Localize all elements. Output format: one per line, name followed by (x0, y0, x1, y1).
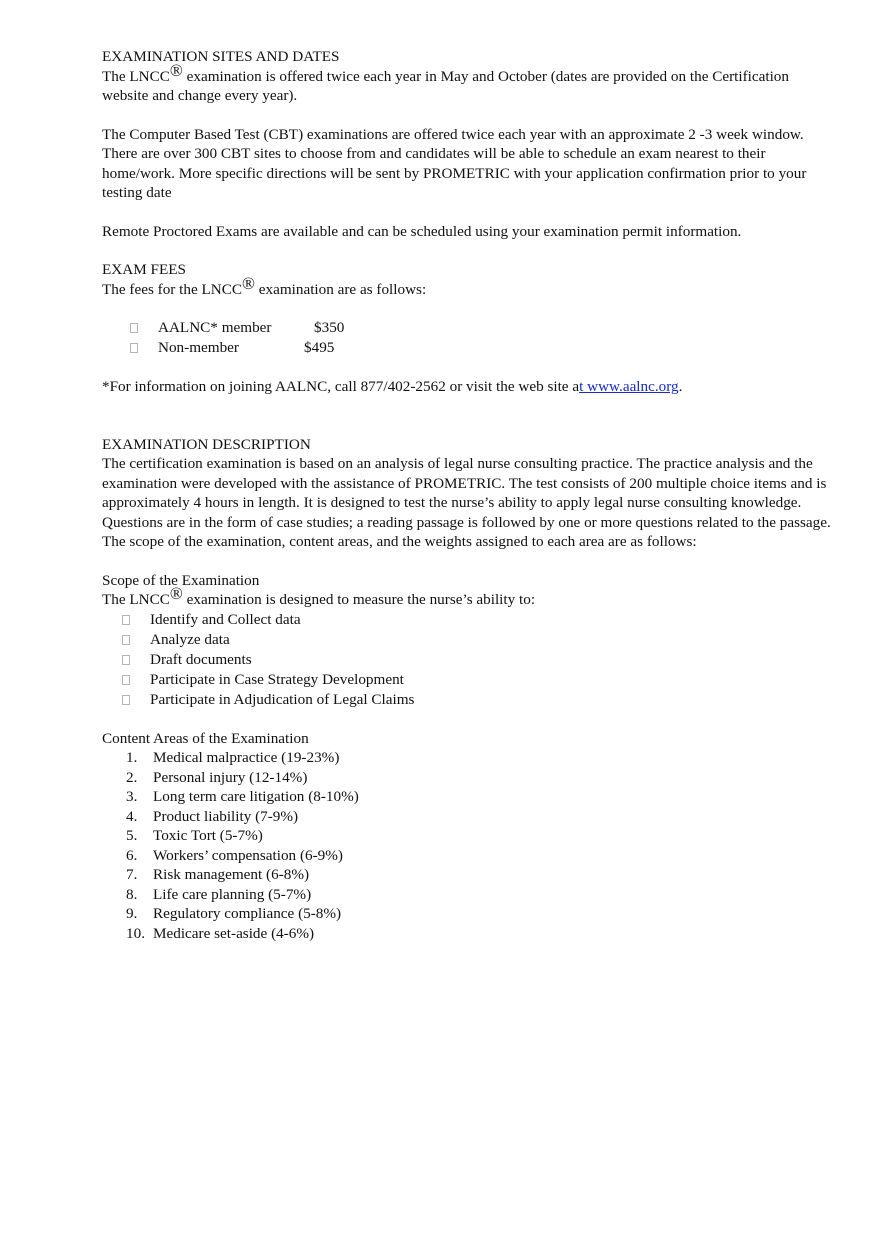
fee-name: AALNC* member (158, 319, 272, 336)
content-area-item (102, 807, 832, 827)
scope-item (102, 690, 832, 710)
scope-item-label: Identify and Collect data (150, 610, 301, 628)
item-number: 3. (126, 788, 138, 805)
content-area-label: Risk management (6-8%) (153, 866, 310, 883)
description-body: The certification examination is based on an analysis of legal nurse consulting practice. The practice analysis and the examination were developed with the assistance of PROMETRIC. The test consists of 200 multiple choice items and is approximately 4 hours in length. It is designed to test the nurse’s ability to apply legal nurse consulting knowledge. Questions are in the form of case studies; a reading passage is followed by one or more questions related to the passage. The scope of the examination, content areas, and the weights assigned to each area are as follows: (102, 455, 831, 550)
bullet-icon (122, 635, 130, 645)
item-number: 4. (126, 807, 138, 825)
fee-item (102, 318, 832, 338)
scope-item-label: Participate in Adjudication of Legal Claims (150, 690, 415, 708)
scope-item-label: Draft documents (150, 650, 252, 668)
fees-intro-end: examination are as follows: (254, 280, 427, 298)
bullet-icon (122, 675, 130, 685)
fee-name: Non-member (158, 339, 239, 356)
registered-mark: ® (169, 60, 183, 80)
content-area-label: Workers’ compensation (6-9%) (153, 846, 343, 864)
sites-p1-end: examination is offered twice each year in May and October (dates are provided on the Certification website and change every year). (102, 67, 789, 104)
content-area-item (102, 826, 832, 846)
bullet-icon (130, 343, 138, 353)
content-area-item (102, 787, 832, 807)
sites-paragraph-3: Remote Proctored Exams are available and can be scheduled using your examination permit information. (102, 222, 742, 240)
scope-heading: Scope of the Examination (102, 571, 260, 589)
item-number: 2. (126, 768, 138, 786)
scope-item (102, 610, 832, 630)
content-areas-heading: Content Areas of the Examination (102, 729, 309, 747)
content-area-label: Toxic Tort (5-7%) (153, 827, 263, 844)
content-area-item (102, 768, 832, 788)
content-area-label: Life care planning (5-7%) (153, 885, 312, 903)
content-area-label: Personal injury (12-14%) (153, 768, 308, 786)
scope-item-label: Participate in Case Strategy Development (150, 670, 404, 688)
content-area-item (102, 885, 832, 905)
item-number: 8. (126, 885, 138, 903)
content-areas-list (102, 748, 832, 943)
sites-paragraph-1 (102, 60, 832, 106)
item-number: 10. (126, 924, 145, 942)
registered-mark: ® (242, 273, 255, 293)
scope-intro (102, 584, 832, 610)
fee-price: $350 (314, 319, 345, 336)
scope-item (102, 630, 832, 650)
membership-note (102, 377, 832, 397)
item-number: 5. (126, 827, 138, 844)
scope-intro-end: examination is designed to measure the nurse’s ability to: (182, 591, 536, 608)
content-area-item (102, 846, 832, 866)
bullet-icon (122, 615, 130, 625)
scope-intro-start: The LNCC (102, 591, 170, 608)
fees-list (102, 318, 832, 358)
content-area-label: Long term care litigation (8-10%) (153, 788, 359, 805)
content-area-item (102, 904, 832, 924)
scope-item (102, 650, 832, 670)
bullet-icon (122, 695, 130, 705)
item-number: 1. (126, 749, 138, 766)
content-area-label: Regulatory compliance (5-8%) (153, 905, 342, 922)
scope-list (102, 610, 832, 710)
registered-mark: ® (169, 584, 183, 603)
description-heading: EXAMINATION DESCRIPTION (102, 435, 311, 453)
sites-heading: EXAMINATION SITES AND DATES (102, 48, 340, 65)
sites-p1-start: The LNCC (102, 67, 170, 85)
document-page (102, 47, 832, 943)
content-area-item (102, 748, 832, 768)
fee-item (102, 338, 832, 358)
membership-note-end: . (678, 378, 683, 395)
fee-price: $495 (304, 339, 335, 356)
aalnc-website-link[interactable]: t www.aalnc.org (579, 378, 679, 395)
content-area-item (102, 865, 832, 885)
scope-item-label: Analyze data (150, 630, 230, 648)
fees-heading: EXAM FEES (102, 261, 186, 278)
content-area-label: Medicare set-aside (4-6%) (153, 924, 315, 942)
fees-intro (102, 273, 832, 300)
bullet-icon (130, 323, 138, 333)
content-area-label: Medical malpractice (19-23%) (153, 749, 340, 766)
item-number: 6. (126, 846, 138, 864)
bullet-icon (122, 655, 130, 665)
content-area-label: Product liability (7-9%) (153, 807, 299, 825)
scope-item (102, 670, 832, 690)
fees-intro-start: The fees for the LNCC (102, 280, 243, 298)
item-number: 9. (126, 905, 138, 922)
membership-note-text: *For information on joining AALNC, call 877/402-2562 or visit the web site a (102, 378, 580, 395)
sites-paragraph-2: The Computer Based Test (CBT) examinations are offered twice each year with an approximate 2 -3 week window. There are over 300 CBT sites to choose from and candidates will be able to schedule an exam nearest to their home/work. More specific directions will be sent by PROMETRIC with your application confirmation prior to your testing date (102, 125, 807, 201)
item-number: 7. (126, 866, 138, 883)
content-area-item (102, 924, 832, 944)
